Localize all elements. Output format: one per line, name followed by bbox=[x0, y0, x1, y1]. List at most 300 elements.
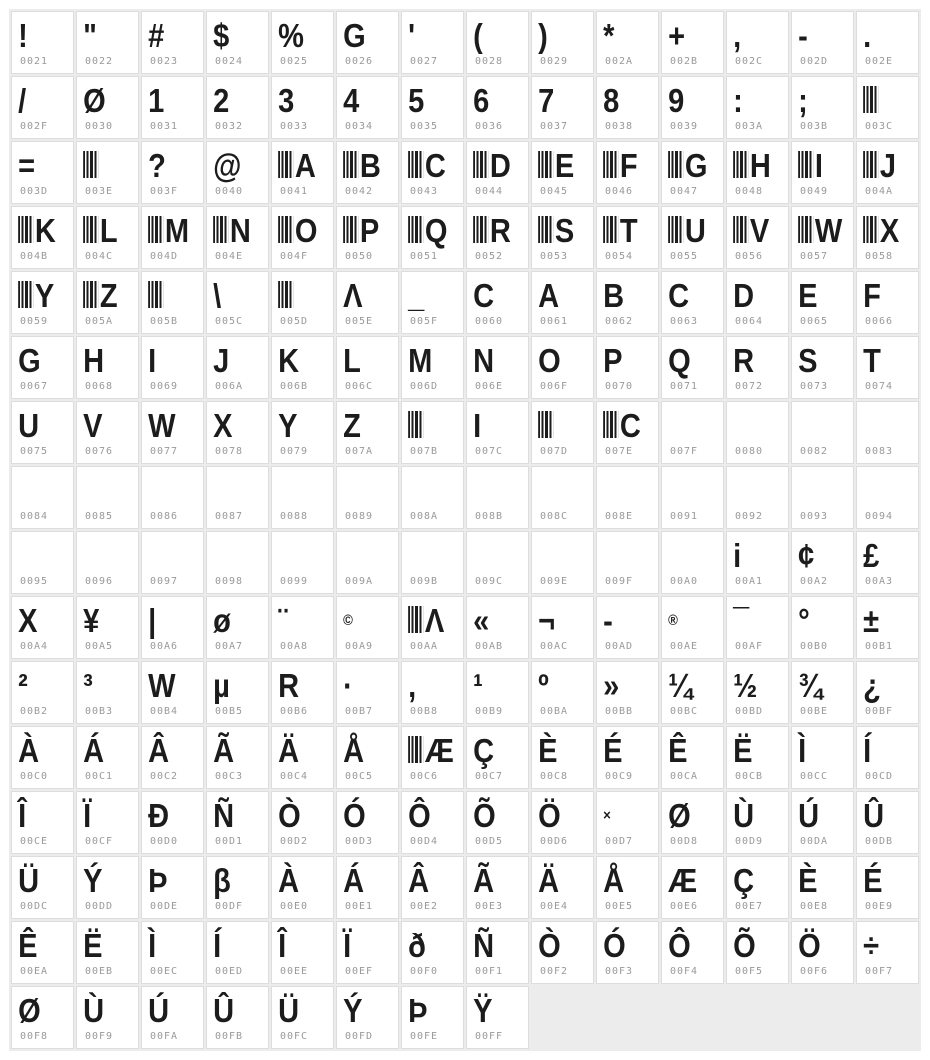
glyph-cell bbox=[11, 336, 74, 399]
glyph bbox=[857, 207, 911, 250]
codepoint-label: 0027 bbox=[410, 56, 439, 67]
glyph-character: Á bbox=[343, 862, 364, 899]
codepoint-label: 0037 bbox=[540, 121, 569, 132]
glyph-grid bbox=[9, 9, 921, 1051]
glyph-character: F bbox=[863, 277, 881, 314]
glyph bbox=[207, 12, 261, 55]
glyph-cell bbox=[791, 791, 854, 854]
glyph-character: Ù bbox=[733, 797, 754, 834]
glyph-character: W bbox=[814, 212, 842, 249]
codepoint-label: 00F6 bbox=[800, 966, 829, 977]
glyph-cell bbox=[596, 76, 659, 139]
glyph-cell bbox=[141, 76, 204, 139]
glyph bbox=[337, 792, 391, 835]
glyph-character: ¿ bbox=[863, 667, 881, 704]
codepoint-label: 0056 bbox=[735, 251, 764, 262]
glyph bbox=[337, 207, 391, 250]
glyph bbox=[662, 532, 716, 575]
glyph-character: β bbox=[213, 862, 231, 899]
codepoint-label: 0060 bbox=[475, 316, 504, 327]
glyph bbox=[857, 12, 911, 55]
glyph-cell bbox=[856, 921, 919, 984]
codepoint-label: 009E bbox=[540, 576, 569, 587]
glyph bbox=[12, 142, 66, 185]
barcode-bars-icon bbox=[18, 216, 33, 243]
glyph bbox=[337, 532, 391, 575]
codepoint-label: 0069 bbox=[150, 381, 179, 392]
glyph bbox=[597, 402, 651, 445]
codepoint-label: 00A7 bbox=[215, 641, 244, 652]
codepoint-label: 005C bbox=[215, 316, 244, 327]
codepoint-label: 00D5 bbox=[475, 836, 504, 847]
codepoint-label: 005B bbox=[150, 316, 179, 327]
codepoint-label: 00C2 bbox=[150, 771, 179, 782]
glyph-character: Ð bbox=[148, 797, 169, 834]
glyph-character: T bbox=[863, 342, 881, 379]
glyph bbox=[337, 987, 391, 1030]
glyph-character: I bbox=[473, 407, 481, 444]
glyph-character: 6 bbox=[473, 82, 489, 119]
glyph-character: G bbox=[343, 17, 365, 54]
glyph bbox=[337, 597, 391, 640]
codepoint-label: 009C bbox=[475, 576, 504, 587]
glyph bbox=[142, 77, 196, 120]
glyph-cell bbox=[11, 271, 74, 334]
glyph-cell bbox=[271, 206, 334, 269]
barcode-bars-icon bbox=[863, 86, 878, 113]
codepoint-label: 00B3 bbox=[85, 706, 114, 717]
glyph bbox=[272, 402, 326, 445]
glyph-character: ) bbox=[538, 17, 547, 54]
glyph-character: N bbox=[473, 342, 494, 379]
glyph-character: 8 bbox=[603, 82, 619, 119]
glyph bbox=[402, 922, 456, 965]
glyph-character: Z bbox=[99, 277, 117, 314]
glyph-cell bbox=[76, 336, 139, 399]
glyph-cell bbox=[141, 596, 204, 659]
codepoint-label: 00DC bbox=[20, 901, 49, 912]
glyph bbox=[77, 207, 131, 250]
glyph bbox=[467, 532, 521, 575]
glyph-cell bbox=[791, 466, 854, 529]
glyph-character: L bbox=[99, 212, 117, 249]
glyph-cell bbox=[531, 401, 594, 464]
glyph-cell bbox=[141, 271, 204, 334]
glyph-cell bbox=[661, 76, 724, 139]
codepoint-label: 006E bbox=[475, 381, 504, 392]
glyph-cell bbox=[11, 921, 74, 984]
glyph-cell bbox=[76, 791, 139, 854]
glyph bbox=[662, 792, 716, 835]
glyph bbox=[467, 597, 521, 640]
glyph bbox=[727, 12, 781, 55]
glyph-character: 2 bbox=[213, 82, 229, 119]
glyph-character: Á bbox=[83, 732, 104, 769]
glyph-cell bbox=[336, 986, 399, 1049]
glyph bbox=[402, 727, 456, 770]
glyph-character: È bbox=[798, 862, 817, 899]
codepoint-label: 0066 bbox=[865, 316, 894, 327]
codepoint-label: 003F bbox=[150, 186, 179, 197]
codepoint-label: 0093 bbox=[800, 511, 829, 522]
glyph-character: 1 bbox=[148, 82, 164, 119]
glyph bbox=[467, 792, 521, 835]
barcode-bars-icon bbox=[603, 216, 618, 243]
glyph bbox=[597, 922, 651, 965]
barcode-bars-icon bbox=[668, 151, 683, 178]
codepoint-label: 00E0 bbox=[280, 901, 309, 912]
glyph bbox=[402, 272, 456, 315]
glyph-character: , bbox=[408, 667, 416, 704]
glyph-character: Ó bbox=[603, 927, 625, 964]
glyph-character: A bbox=[294, 147, 315, 184]
glyph-cell bbox=[141, 531, 204, 594]
glyph bbox=[857, 337, 911, 380]
glyph bbox=[467, 727, 521, 770]
codepoint-label: 00A6 bbox=[150, 641, 179, 652]
glyph bbox=[272, 662, 326, 705]
glyph bbox=[77, 987, 131, 1030]
codepoint-label: 004C bbox=[85, 251, 114, 262]
glyph bbox=[792, 402, 846, 445]
glyph-cell bbox=[856, 661, 919, 724]
codepoint-label: 00DD bbox=[85, 901, 114, 912]
codepoint-label: 00DA bbox=[800, 836, 829, 847]
glyph-character: Ø bbox=[83, 82, 105, 119]
glyph bbox=[662, 597, 716, 640]
glyph bbox=[467, 857, 521, 900]
glyph bbox=[142, 792, 196, 835]
glyph-character: 9 bbox=[668, 82, 684, 119]
glyph bbox=[792, 142, 846, 185]
codepoint-label: 00EE bbox=[280, 966, 309, 977]
codepoint-label: 00FC bbox=[280, 1031, 309, 1042]
glyph-cell bbox=[856, 531, 919, 594]
glyph bbox=[272, 272, 326, 315]
glyph-character: _ bbox=[408, 277, 424, 314]
glyph bbox=[402, 597, 456, 640]
glyph bbox=[727, 337, 781, 380]
glyph-character: P bbox=[603, 342, 622, 379]
glyph-character: i bbox=[733, 537, 741, 574]
codepoint-label: 00CD bbox=[865, 771, 894, 782]
glyph-cell bbox=[206, 466, 269, 529]
glyph bbox=[337, 337, 391, 380]
glyph bbox=[142, 532, 196, 575]
glyph-character: " bbox=[83, 17, 97, 54]
glyph-cell bbox=[856, 141, 919, 204]
codepoint-label: 00C0 bbox=[20, 771, 49, 782]
codepoint-label: 0064 bbox=[735, 316, 764, 327]
glyph bbox=[727, 922, 781, 965]
codepoint-label: 0075 bbox=[20, 446, 49, 457]
glyph-cell bbox=[76, 466, 139, 529]
glyph-character: ½ bbox=[733, 667, 757, 704]
codepoint-label: 00B7 bbox=[345, 706, 374, 717]
codepoint-label: 00CA bbox=[670, 771, 699, 782]
glyph-cell bbox=[76, 856, 139, 919]
glyph-cell bbox=[791, 921, 854, 984]
codepoint-label: 002B bbox=[670, 56, 699, 67]
glyph-cell bbox=[726, 466, 789, 529]
glyph bbox=[142, 467, 196, 510]
glyph-cell bbox=[206, 596, 269, 659]
codepoint-label: 007A bbox=[345, 446, 374, 457]
codepoint-label: 00E9 bbox=[865, 901, 894, 912]
glyph bbox=[12, 727, 66, 770]
glyph-character: Ö bbox=[538, 797, 560, 834]
glyph bbox=[532, 207, 586, 250]
glyph-cell bbox=[336, 596, 399, 659]
glyph-character: Y bbox=[278, 407, 297, 444]
glyph-cell bbox=[11, 791, 74, 854]
glyph-cell bbox=[791, 206, 854, 269]
codepoint-label: 00AF bbox=[735, 641, 764, 652]
glyph-character: I bbox=[148, 342, 156, 379]
codepoint-label: 0096 bbox=[85, 576, 114, 587]
glyph-character: O bbox=[294, 212, 317, 249]
codepoint-label: 00B4 bbox=[150, 706, 179, 717]
glyph-cell bbox=[336, 401, 399, 464]
glyph-character: 4 bbox=[343, 82, 359, 119]
glyph bbox=[792, 857, 846, 900]
glyph-character: Ó bbox=[343, 797, 365, 834]
glyph-cell bbox=[141, 921, 204, 984]
glyph-cell bbox=[401, 271, 464, 334]
codepoint-label: 0052 bbox=[475, 251, 504, 262]
glyph-cell bbox=[856, 726, 919, 789]
glyph-character: Õ bbox=[473, 797, 495, 834]
codepoint-label: 007B bbox=[410, 446, 439, 457]
codepoint-label: 00E7 bbox=[735, 901, 764, 912]
glyph bbox=[142, 272, 196, 315]
codepoint-label: 00E2 bbox=[410, 901, 439, 912]
barcode-bars-icon bbox=[83, 281, 98, 308]
glyph bbox=[77, 662, 131, 705]
glyph-character: Z bbox=[343, 407, 361, 444]
glyph bbox=[272, 597, 326, 640]
glyph-character: Ñ bbox=[213, 797, 234, 834]
glyph bbox=[402, 792, 456, 835]
glyph bbox=[402, 12, 456, 55]
glyph-cell bbox=[76, 11, 139, 74]
glyph-cell bbox=[531, 531, 594, 594]
glyph bbox=[467, 402, 521, 445]
glyph-character: H bbox=[749, 147, 770, 184]
glyph bbox=[12, 467, 66, 510]
glyph bbox=[857, 402, 911, 445]
glyph bbox=[402, 662, 456, 705]
glyph-character: . bbox=[863, 17, 871, 54]
glyph-cell bbox=[271, 856, 334, 919]
codepoint-label: 00F2 bbox=[540, 966, 569, 977]
glyph-cell bbox=[141, 401, 204, 464]
codepoint-label: 00B1 bbox=[865, 641, 894, 652]
glyph-cell bbox=[726, 726, 789, 789]
glyph bbox=[597, 77, 651, 120]
glyph-cell bbox=[466, 141, 529, 204]
glyph bbox=[857, 467, 911, 510]
glyph-cell bbox=[531, 661, 594, 724]
codepoint-label: 002C bbox=[735, 56, 764, 67]
barcode-bars-icon bbox=[408, 151, 423, 178]
glyph bbox=[77, 142, 131, 185]
glyph bbox=[662, 727, 716, 770]
barcode-bars-icon bbox=[408, 606, 423, 633]
glyph-cell bbox=[791, 596, 854, 659]
glyph bbox=[727, 727, 781, 770]
glyph-character: R bbox=[278, 667, 299, 704]
glyph-character: ¾ bbox=[798, 667, 822, 704]
codepoint-label: 00D8 bbox=[670, 836, 699, 847]
glyph-cell bbox=[726, 141, 789, 204]
glyph-character: Ô bbox=[408, 797, 430, 834]
glyph-cell bbox=[76, 76, 139, 139]
glyph-cell bbox=[856, 791, 919, 854]
glyph-cell bbox=[401, 401, 464, 464]
glyph bbox=[12, 532, 66, 575]
codepoint-label: 00C6 bbox=[410, 771, 439, 782]
glyph bbox=[142, 662, 196, 705]
codepoint-label: 009A bbox=[345, 576, 374, 587]
codepoint-label: 002E bbox=[865, 56, 894, 67]
glyph-cell bbox=[206, 76, 269, 139]
codepoint-label: 00C1 bbox=[85, 771, 114, 782]
glyph-cell bbox=[596, 531, 659, 594]
glyph-cell bbox=[401, 336, 464, 399]
glyph-cell bbox=[791, 271, 854, 334]
codepoint-label: 009B bbox=[410, 576, 439, 587]
glyph-character: ¥ bbox=[83, 602, 99, 639]
glyph-character: K bbox=[34, 212, 55, 249]
barcode-bars-icon bbox=[603, 151, 618, 178]
codepoint-label: 00F0 bbox=[410, 966, 439, 977]
glyph-cell bbox=[401, 596, 464, 659]
codepoint-label: 0084 bbox=[20, 511, 49, 522]
codepoint-label: 00F8 bbox=[20, 1031, 49, 1042]
glyph-cell bbox=[596, 141, 659, 204]
glyph-cell bbox=[141, 986, 204, 1049]
codepoint-label: 0051 bbox=[410, 251, 439, 262]
glyph-character: L bbox=[343, 342, 361, 379]
glyph-cell bbox=[206, 986, 269, 1049]
barcode-bars-icon bbox=[278, 151, 293, 178]
glyph-cell bbox=[11, 531, 74, 594]
glyph bbox=[142, 597, 196, 640]
glyph bbox=[77, 727, 131, 770]
codepoint-label: 00CF bbox=[85, 836, 114, 847]
glyph bbox=[662, 272, 716, 315]
glyph-cell bbox=[401, 791, 464, 854]
codepoint-label: 00C5 bbox=[345, 771, 374, 782]
barcode-bars-icon bbox=[408, 216, 423, 243]
codepoint-label: 0091 bbox=[670, 511, 699, 522]
glyph-cell bbox=[76, 271, 139, 334]
glyph bbox=[532, 922, 586, 965]
glyph-character: Ù bbox=[83, 992, 104, 1029]
glyph-character: ¹ bbox=[473, 667, 482, 704]
glyph-cell bbox=[531, 271, 594, 334]
codepoint-label: 00BA bbox=[540, 706, 569, 717]
glyph-cell bbox=[466, 726, 529, 789]
glyph bbox=[402, 532, 456, 575]
glyph-character: % bbox=[278, 17, 304, 54]
codepoint-label: 002F bbox=[20, 121, 49, 132]
glyph-character: Æ bbox=[668, 862, 697, 899]
glyph-character: ¨ bbox=[278, 602, 287, 639]
glyph-cell bbox=[76, 531, 139, 594]
glyph bbox=[792, 272, 846, 315]
glyph-cell bbox=[401, 856, 464, 919]
codepoint-label: 00F9 bbox=[85, 1031, 114, 1042]
glyph-cell bbox=[791, 11, 854, 74]
glyph-character: Λ bbox=[343, 277, 362, 314]
glyph bbox=[12, 857, 66, 900]
glyph-character: º bbox=[538, 667, 548, 704]
glyph-character: À bbox=[278, 862, 299, 899]
codepoint-label: 00EF bbox=[345, 966, 374, 977]
glyph-character: + bbox=[668, 17, 685, 54]
glyph bbox=[207, 532, 261, 575]
glyph-character: ² bbox=[18, 667, 27, 704]
glyph bbox=[792, 207, 846, 250]
glyph-character: Ç bbox=[733, 862, 754, 899]
glyph bbox=[467, 207, 521, 250]
codepoint-label: 007C bbox=[475, 446, 504, 457]
glyph bbox=[727, 142, 781, 185]
glyph-cell bbox=[531, 726, 594, 789]
codepoint-label: 008C bbox=[540, 511, 569, 522]
glyph bbox=[597, 12, 651, 55]
glyph-cell bbox=[271, 271, 334, 334]
glyph bbox=[792, 77, 846, 120]
barcode-bars-icon bbox=[733, 151, 748, 178]
codepoint-label: 00BF bbox=[865, 706, 894, 717]
codepoint-label: 0087 bbox=[215, 511, 244, 522]
codepoint-label: 00F1 bbox=[475, 966, 504, 977]
glyph bbox=[467, 922, 521, 965]
glyph-cell bbox=[596, 401, 659, 464]
glyph-cell bbox=[596, 11, 659, 74]
codepoint-label: 0023 bbox=[150, 56, 179, 67]
glyph-cell bbox=[596, 271, 659, 334]
codepoint-label: 0021 bbox=[20, 56, 49, 67]
glyph-cell bbox=[11, 726, 74, 789]
barcode-bars-icon bbox=[343, 151, 358, 178]
glyph-character: £ bbox=[863, 537, 879, 574]
glyph bbox=[532, 857, 586, 900]
barcode-bars-icon bbox=[603, 411, 618, 438]
glyph-character: W bbox=[148, 407, 175, 444]
codepoint-label: 00E5 bbox=[605, 901, 634, 912]
glyph-cell bbox=[206, 921, 269, 984]
codepoint-label: 0065 bbox=[800, 316, 829, 327]
glyph-cell bbox=[206, 271, 269, 334]
barcode-bars-icon bbox=[538, 151, 553, 178]
codepoint-label: 00A2 bbox=[800, 576, 829, 587]
glyph bbox=[77, 792, 131, 835]
glyph-character: Þ bbox=[148, 862, 167, 899]
codepoint-label: 0074 bbox=[865, 381, 894, 392]
glyph-cell bbox=[76, 921, 139, 984]
glyph-cell bbox=[726, 921, 789, 984]
glyph bbox=[272, 857, 326, 900]
codepoint-label: 0046 bbox=[605, 186, 634, 197]
glyph-character: Ë bbox=[83, 927, 102, 964]
glyph-cell bbox=[466, 11, 529, 74]
glyph-character: ® bbox=[668, 612, 678, 629]
codepoint-label: 0043 bbox=[410, 186, 439, 197]
